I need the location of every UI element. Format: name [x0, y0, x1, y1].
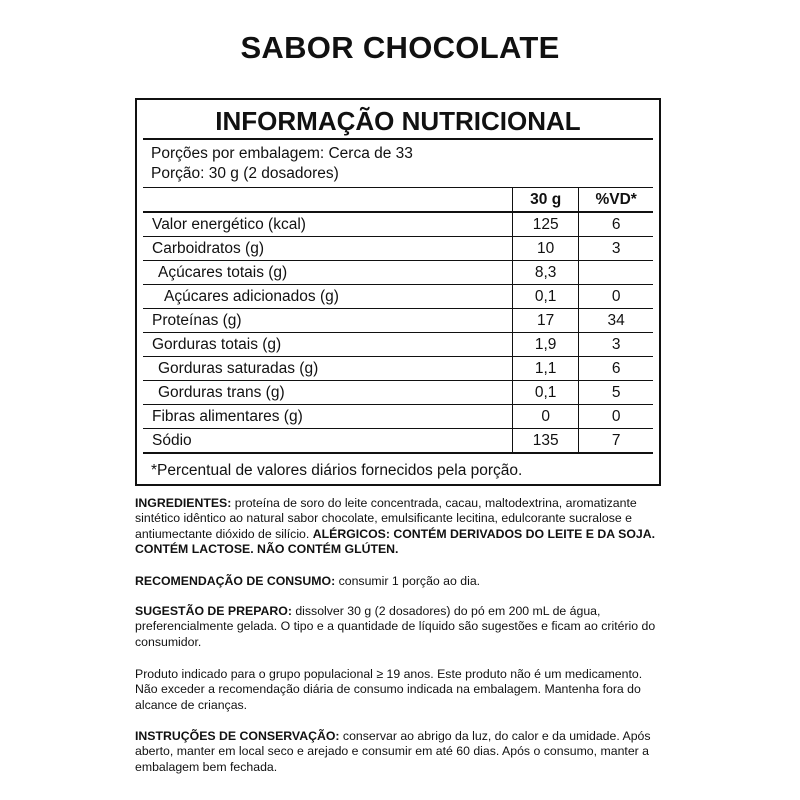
product-notice: Produto indicado para o grupo populacional ≥ 19 anos. Este produto não é um medicamento. Não exceder a recomendação diária de consumo indicada na embalagem. Mantenha fora do alcance de crianças.: [135, 667, 643, 712]
consumption-recommendation: [135, 574, 665, 589]
nutrient-daily-value: 6: [579, 212, 653, 237]
table-row: [143, 381, 653, 405]
nutrient-daily-value: 0: [579, 405, 653, 429]
nutrient-name: Açúcares adicionados (g): [143, 285, 512, 309]
amount-column-header: 30 g: [512, 188, 578, 213]
nutrient-column-header: [143, 188, 512, 213]
nutrient-name: Sódio: [143, 429, 512, 454]
nutrient-daily-value: 0: [579, 285, 653, 309]
table-row: [143, 212, 653, 237]
nutrition-facts-panel: [135, 98, 661, 486]
table-row: [143, 285, 653, 309]
page-title: SABOR CHOCOLATE: [240, 30, 560, 65]
table-row: [143, 333, 653, 357]
table-row: [143, 405, 653, 429]
serving-size: Porção: 30 g (2 dosadores): [151, 165, 339, 182]
nutrient-amount: 0,1: [512, 381, 578, 405]
nutrient-daily-value: 5: [579, 381, 653, 405]
table-row: [143, 429, 653, 454]
nutrition-facts-title: INFORMAÇÃO NUTRICIONAL: [215, 106, 581, 136]
nutrient-name: Gorduras totais (g): [143, 333, 512, 357]
servings-per-package: Porções por embalagem: Cerca de 33: [151, 145, 413, 162]
table-row: [143, 237, 653, 261]
allergens-text: ALÉRGICOS: CONTÉM DERIVADOS DO LEITE E DA SOJA. CONTÉM LACTOSE. NÃO CONTÉM GLÚTEN.: [135, 526, 656, 557]
nutrient-daily-value: 34: [579, 309, 653, 333]
nutrient-name: Gorduras saturadas (g): [143, 357, 512, 381]
preparation-text: dissolver 30 g (2 dosadores) do pó em 200 mL de água, preferencialmente gelada. O tipo e a quantidade de líquido são sugestões e ficam ao critério do consumidor.: [135, 604, 656, 649]
nutrient-name: Valor energético (kcal): [143, 212, 512, 237]
recommendation-label: RECOMENDAÇÃO DE CONSUMO:: [135, 574, 336, 588]
recommendation-text: consumir 1 porção ao dia.: [335, 574, 481, 588]
storage-instructions: [135, 729, 665, 775]
nutrient-daily-value: 6: [579, 357, 653, 381]
daily-value-footnote: *Percentual de valores diários fornecidos pela porção.: [151, 462, 523, 479]
nutrient-amount: 8,3: [512, 261, 578, 285]
table-row: [143, 261, 653, 285]
nutrient-daily-value: 3: [579, 237, 653, 261]
preparation-label: SUGESTÃO DE PREPARO:: [135, 604, 292, 618]
nutrient-daily-value: 3: [579, 333, 653, 357]
ingredients-text: proteína de soro do leite concentrada, cacau, maltodextrina, aromatizante sintético idêntico ao natural sabor chocolate, emulsificante lecitina, edulcorante sucralose e antiumectante dióxido de silício.: [135, 496, 637, 541]
nutrient-name: Fibras alimentares (g): [143, 405, 512, 429]
nutrient-amount: 0,1: [512, 285, 578, 309]
nutrient-name: Proteínas (g): [143, 309, 512, 333]
nutrient-amount: 0: [512, 405, 578, 429]
table-row: [143, 357, 653, 381]
nutrition-table: [143, 187, 653, 454]
nutrient-name: Carboidratos (g): [143, 237, 512, 261]
nutrient-amount: 135: [512, 429, 578, 454]
nutrient-daily-value: [579, 261, 653, 285]
storage-label: INSTRUÇÕES DE CONSERVAÇÃO:: [135, 729, 340, 743]
table-header-row: [143, 188, 653, 213]
nutrient-amount: 17: [512, 309, 578, 333]
daily-value-column-header: %VD*: [579, 188, 653, 213]
table-row: [143, 309, 653, 333]
nutrient-amount: 1,1: [512, 357, 578, 381]
nutrient-name: Açúcares totais (g): [143, 261, 512, 285]
storage-text: conservar ao abrigo da luz, do calor e da umidade. Após aberto, manter em local seco e arejado e consumir em até 60 dias. Após o consumo, manter a embalagem bem fechada.: [135, 729, 651, 774]
nutrient-name: Gorduras trans (g): [143, 381, 512, 405]
preparation-suggestion: [135, 604, 665, 650]
nutrient-amount: 10: [512, 237, 578, 261]
nutrient-amount: 125: [512, 212, 578, 237]
title-divider: [143, 138, 653, 140]
nutrient-daily-value: 7: [579, 429, 653, 454]
ingredients-label: INGREDIENTES:: [135, 496, 232, 510]
serving-info: [151, 144, 413, 184]
nutrient-amount: 1,9: [512, 333, 578, 357]
ingredients-section: [135, 496, 665, 558]
